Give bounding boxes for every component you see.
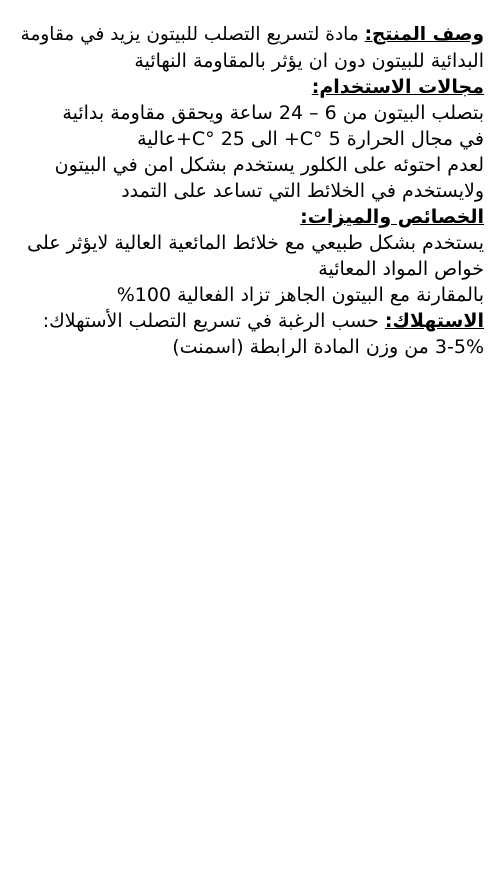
description-text-1: مادة لتسريع التصلب للبيتون يزيد في مقاومة (20, 24, 359, 45)
usage-heading: مجالات الاستخدام: (311, 76, 484, 98)
usage-line-2: في مجال الحرارة C° 5+ الى C° 25+عالية (137, 128, 484, 150)
consumption-text-1: حسب الرغبة في تسريع التصلب الأستهلاك: (42, 310, 379, 332)
consumption-heading: الاستهلاك: (384, 310, 484, 332)
features-line-2: خواص المواد المعائية (318, 258, 484, 280)
features-heading: الخصائص والميزات: (300, 206, 484, 228)
consumption-line-2: 3-5% من وزن المادة الرابطة (اسمنت) (172, 336, 484, 358)
features-line-3: بالمقارنة مع البيتون الجاهز تزاد الفعالية 100% (116, 284, 484, 306)
usage-line-3: لعدم احتوئه على الكلور يستخدم بشكل امن في البيتون (54, 154, 484, 176)
product-datasheet (14, 22, 484, 360)
description-heading: وصف المنتج: (364, 24, 484, 45)
description-line-2: البدائية للبيتون دون ان يؤثر بالمقاومة النهائية (134, 50, 484, 72)
description-line-1 (14, 22, 484, 48)
usage-line-1: بتصلب البيتون من 6 – 24 ساعة ويحقق مقاومة بدائية (62, 102, 484, 124)
consumption-line-1 (14, 308, 484, 334)
usage-line-4: ولايستخدم في الخلائط التي تساعد على التمدد (121, 180, 484, 202)
features-line-1: يستخدم بشكل طبيعي مع خلائط المائعية العالية لايؤثر على (27, 232, 484, 254)
